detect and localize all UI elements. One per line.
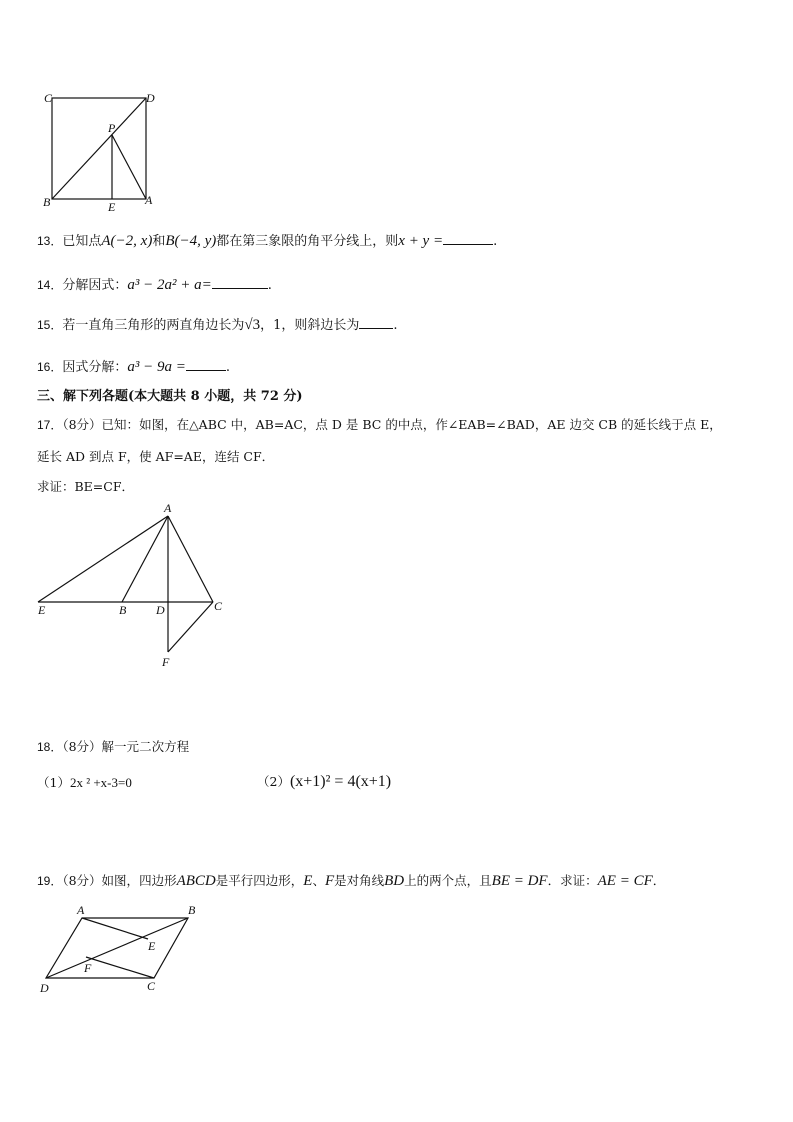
- label-b: B: [43, 195, 51, 209]
- label-f: F: [84, 961, 92, 975]
- q18-equation-1: 2x ² +x-3=0: [69, 775, 132, 790]
- q19-condition: BE = DF: [491, 873, 548, 889]
- q14-end: .: [267, 278, 272, 293]
- question-13: [37, 232, 497, 251]
- q15-text-1: 若一直角三角形的两直角边长为: [62, 318, 245, 333]
- section-heading: 三、解下列各题(本大题共 8 小题，共 72 分): [37, 389, 303, 404]
- part-label: （1）: [37, 775, 70, 790]
- q15-text-2: ，1，则斜边长为: [260, 318, 360, 333]
- question-number: 17．: [37, 418, 63, 432]
- question-17-line-2: 延长 AD 到点 F，使 AF=AE，连结 CF．: [37, 449, 275, 464]
- diagonal-bd: BD: [384, 873, 405, 889]
- q18-part-1: [37, 774, 132, 792]
- q14-text: 分解因式：: [62, 278, 128, 293]
- label-p: P: [108, 121, 116, 135]
- q19-text-6: ．求证：: [547, 873, 598, 888]
- sqrt-three: √3: [244, 317, 261, 333]
- q13-end: .: [493, 234, 498, 249]
- line-ac: [168, 516, 213, 602]
- question-15: [37, 316, 398, 335]
- quad-abcd: ABCD: [176, 873, 216, 889]
- figure-triangle: [30, 500, 230, 675]
- q19-text-1: （8分）如图，四边形: [62, 873, 177, 888]
- question-number: 15．: [37, 318, 63, 332]
- q16-end: .: [225, 360, 231, 375]
- question-number: 18．: [37, 740, 63, 754]
- q19-text-2: 是平行四边形，: [215, 873, 304, 888]
- question-14: [37, 276, 272, 295]
- label-e: E: [108, 200, 116, 214]
- label-d: D: [40, 981, 49, 995]
- q19-text-5: 上的两个点，且: [404, 873, 492, 888]
- q13-text-2: 和: [152, 234, 166, 249]
- q16-expression: a³ − 9a =: [127, 359, 186, 375]
- segment-fc: [86, 957, 154, 978]
- q14-expression: a³ − 2a² + a=: [127, 277, 212, 293]
- q17-text-1: （8分）已知：如图，在△ABC 中，AB=AC，点 D 是 BC 的中点，作∠EAB=∠BAD，AE 边交 CB 的延长线于点 E，: [62, 417, 722, 432]
- q19-text-3: 、: [312, 873, 325, 888]
- label-c: C: [214, 599, 223, 613]
- question-number: 16．: [37, 360, 63, 374]
- question-17-line-3: 求证：BE=CF．: [37, 479, 135, 494]
- line-ab: [122, 516, 168, 602]
- label-a: A: [164, 501, 172, 515]
- diagonal-bd-line: [46, 918, 188, 978]
- label-c: C: [44, 91, 53, 105]
- line-fc: [168, 602, 213, 652]
- label-a: A: [145, 193, 153, 207]
- question-18: [37, 738, 189, 756]
- question-16: [37, 358, 230, 377]
- answer-blank: [212, 276, 268, 289]
- q15-end: .: [393, 318, 398, 333]
- answer-blank: [443, 232, 493, 245]
- q13-expression: x + y =: [398, 233, 444, 249]
- point-a: A(−2, x): [101, 233, 153, 249]
- part-label: （2）: [257, 774, 290, 789]
- question-number: 19．: [37, 874, 63, 888]
- label-c: C: [147, 979, 156, 993]
- question-number: 13．: [37, 234, 63, 248]
- q13-text-1: 已知点: [62, 234, 102, 249]
- label-d: D: [156, 603, 165, 617]
- q18-title: （8分）解一元二次方程: [62, 739, 190, 754]
- label-e: E: [38, 603, 46, 617]
- label-f: F: [162, 655, 170, 669]
- point-b: B(−4, y): [165, 233, 217, 249]
- q13-text-3: 都在第三象限的角平分线上，则: [216, 234, 399, 249]
- figure-square: [36, 88, 166, 216]
- point-e: E: [303, 873, 313, 889]
- q16-text: 因式分解：: [62, 360, 128, 375]
- question-19: [37, 872, 665, 890]
- q19-goal: AE = CF: [597, 873, 653, 889]
- q18-equation-2: (x+1)² = 4(x+1): [289, 773, 392, 790]
- q19-text-4: 是对角线: [334, 873, 385, 888]
- answer-blank: [359, 316, 393, 329]
- point-f: F: [324, 873, 335, 889]
- question-number: 14．: [37, 278, 63, 292]
- line-pa: [112, 135, 146, 199]
- label-e: E: [148, 939, 156, 953]
- figure-parallelogram: [36, 900, 216, 998]
- answer-blank: [186, 358, 226, 371]
- question-17-line-1: [37, 416, 722, 434]
- line-ea: [38, 516, 168, 602]
- label-d: D: [146, 91, 155, 105]
- label-b: B: [188, 903, 196, 917]
- segment-ae: [82, 918, 148, 939]
- q18-part-2: [257, 772, 391, 791]
- q19-end: ．: [652, 873, 666, 888]
- line-bd: [52, 98, 146, 199]
- label-a: A: [77, 903, 85, 917]
- label-b: B: [119, 603, 127, 617]
